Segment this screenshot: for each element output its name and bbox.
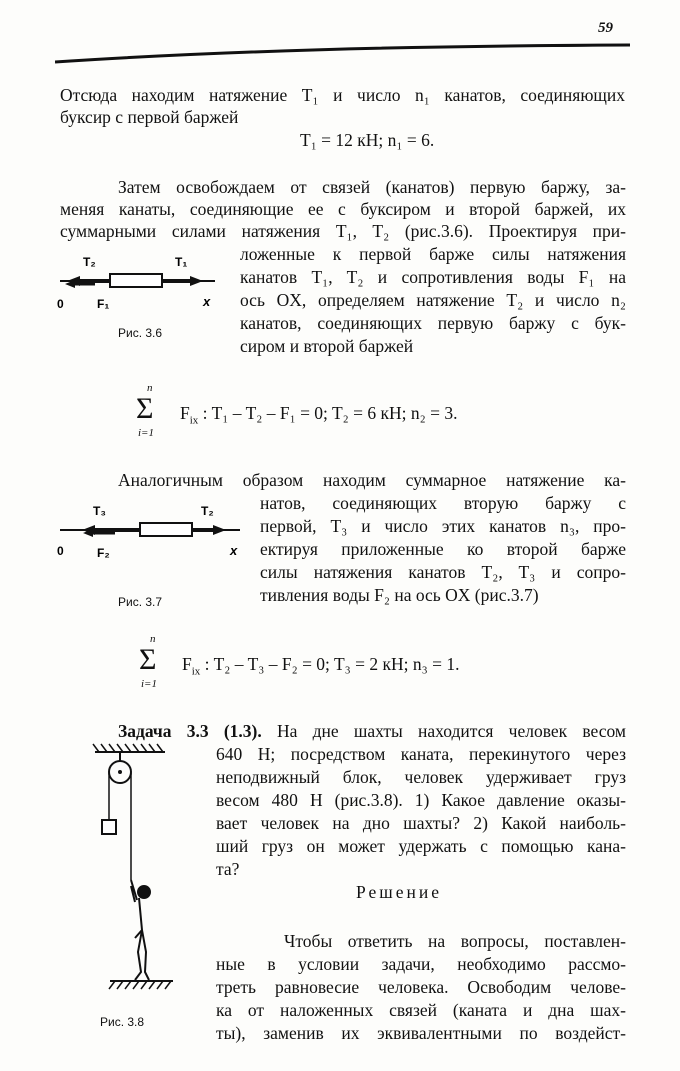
para2-line-1: Затем освобождаем от связей (канатов) первую баржу, за- (118, 177, 626, 197)
para1-line-1: Отсюда находим натяжение T₁ и число n₁ канатов, соединяющих (60, 85, 625, 105)
fig36-label-f1: F₁ (97, 297, 110, 311)
para2-side-line-3: ось OX, определяем натяжение T₂ и число n₂ (240, 290, 626, 310)
equation-2: $F_{ix}$ : T₂ – T₃ – F₂ = 0; T₃ = 2 кН; n₃ = 1. (182, 654, 460, 678)
task-line-7: та? (216, 859, 240, 879)
para2-line-2: меняя канаты, соединяющие ее с буксиром и второй баржей, их (60, 199, 626, 219)
eq2-sum-upper: n (150, 633, 156, 645)
fig37-caption: Рис. 3.7 (118, 595, 163, 609)
para1-line-2: буксир с первой баржей (60, 107, 239, 127)
solution-line-4: ка от наложенных связей (каната и дна шах- (216, 1000, 626, 1020)
task-line-3: неподвижный блок, человек удерживает груз (216, 767, 626, 787)
eq2-sum-symbol: Σ (139, 643, 157, 676)
eq1-sum-lower: i=1 (138, 427, 154, 439)
task-line-4: весом 480 Н (рис.3.8). 1) Какое давление оказы- (216, 790, 626, 810)
task-line-6: ший груз он может удержать с помощью кана- (216, 836, 626, 856)
fig38-man (131, 880, 150, 980)
para2-line-3: суммарными силами натяжения T₁, T₂ (рис.3.6). Проектируя при- (60, 221, 626, 241)
fig36-caption: Рис. 3.6 (118, 326, 163, 340)
fig38-load (102, 820, 116, 834)
fig37-label-t3: T₃ (93, 504, 106, 518)
eq1-sum-upper: n (147, 382, 153, 394)
fig38-ceiling (93, 744, 165, 752)
fig36-label-t2: T₂ (83, 255, 96, 269)
para2-side-line-5: сиром и второй баржей (240, 336, 414, 356)
page-number: 59 (598, 20, 613, 36)
fig37-label-f2: F₂ (97, 546, 110, 560)
para3-side-line-3: ектируя приложенные ко второй барже (260, 539, 626, 559)
para3-side-line-4: силы натяжения канатов T₂, T₃ и сопро- (260, 562, 626, 582)
fig36-arrow-t1 (190, 276, 203, 286)
task-line-2: 640 Н; посредством каната, перекинутого через (216, 744, 626, 764)
header-rule (55, 28, 630, 68)
solution-heading: Решение (356, 882, 443, 902)
para2-side-line-1: ложенные к первой барже силы натяжения (240, 244, 626, 264)
equation-1: $F_{ix}$ : T₁ – T₂ – F₁ = 0; T₂ = 6 кН; n₂ = 3. (180, 403, 458, 427)
para3-side-line-2: первой, T₃ и число этих канатов n₃, про- (260, 516, 626, 536)
para2-side-line-4: канатов, соединяющих первую баржу с бук- (240, 313, 626, 333)
fig37-barge (140, 523, 192, 536)
figure-3-8 (85, 740, 195, 995)
task-title: Задача 3.3 (1.3). (118, 721, 262, 741)
fig38-floor (109, 981, 173, 989)
fig38-caption: Рис. 3.8 (100, 1015, 145, 1029)
fig36-barge (110, 274, 162, 287)
task-line-5: вает человек на дно шахты? 2) Какой наиболь- (216, 813, 626, 833)
fig36-label-origin: 0 (57, 297, 64, 311)
solution-line-5: ты), заменив их эквивалентными по воздейст- (216, 1023, 626, 1043)
para3-side-line-5: тивления воды F₂ на ось OX (рис.3.7) (260, 585, 539, 605)
eq2-sum-lower: i=1 (141, 678, 157, 690)
para2-side-line-2: канатов T₁, T₂ и сопротивления воды F₁ на (240, 267, 626, 287)
fig37-label-t2: T₂ (201, 504, 214, 518)
fig36-label-t1: T₁ (175, 255, 188, 269)
fig36-label-x: x (203, 294, 211, 309)
fig37-arrow-t2 (213, 525, 226, 535)
fig37-label-x: x (230, 543, 238, 558)
solution-line-2: ные в условии задачи, необходимо рассмо- (216, 954, 626, 974)
solution-line-3: треть равновесие человека. Освободим челове- (216, 977, 626, 997)
task-line-1: Задача 3.3 (1.3). На дне шахты находится человек весом (118, 721, 626, 741)
figure-3-6 (55, 248, 230, 318)
para3-line-1: Аналогичным образом находим суммарное натяжение ка- (118, 470, 626, 490)
eq1-sum-symbol: Σ (136, 392, 154, 425)
figure-3-7 (55, 497, 255, 567)
para1-result: T₁ = 12 кН; n₁ = 6. (300, 130, 435, 150)
para3-side-line-1: натов, соединяющих вторую баржу с (260, 493, 626, 513)
fig37-label-origin: 0 (57, 544, 64, 558)
solution-line-1: Чтобы ответить на вопросы, поставлен- (284, 931, 626, 951)
